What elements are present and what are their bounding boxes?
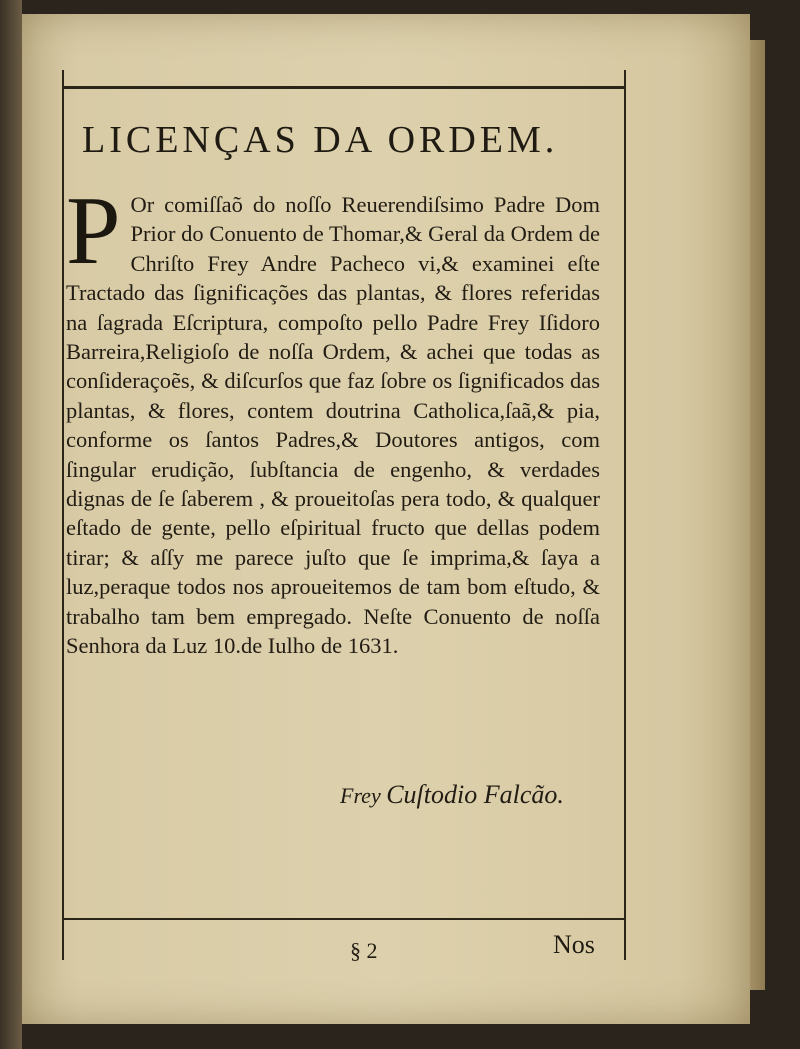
signature-prefix: Frey xyxy=(340,783,381,808)
signature-name: Cuſtodio Falcão. xyxy=(386,780,564,809)
top-rule xyxy=(62,86,624,89)
book-binding-left xyxy=(0,0,22,1049)
catchword: Nos xyxy=(553,930,595,959)
signature-mark: § 2 xyxy=(350,938,378,963)
license-text xyxy=(66,177,600,661)
license-body: Or comiſſaõ do noſſo Reuerendiſsimo Padre Dom Prior do Conuento de Thomar,& Geral da Ordem de Chriſto Frey Andre Pacheco vi,& examinei eſte Tractado das ſignificações das plantas, & flores referidas na ſagrada Eſcriptura, compoſto pello Padre Frey Iſidoro Barreira,Religioſo de noſſa Ordem, & achei que todas as conſideraçoẽs, & diſcurſos que faz ſobre os ſignificados das plantas, & flores, contem doutrina Catholica,ſaã,& pia, conforme os ſantos Padres,& Doutores antigos, com ſingular erudição, ſubſtancia de engenho, & verdades dignas de ſe ſaberem , & proueitoſas pera todo, & qualquer eſtado de gente, pello eſpiritual fructo que dellas podem tirar; & aſſy me parece juſto que ſe imprima,& ſaya a luz,peraque todos nos aproueitemos de tam bom eſtudo, & trabalho tam bem empregado. Neſte Conuento de noſſa Senhora da Luz 10.de Iulho de 1631. xyxy=(66,192,600,659)
page-title: LICENÇAS DA ORDEM. xyxy=(82,119,559,161)
drop-cap: P xyxy=(66,177,121,285)
bottom-rule xyxy=(62,918,624,920)
signature xyxy=(340,780,564,810)
